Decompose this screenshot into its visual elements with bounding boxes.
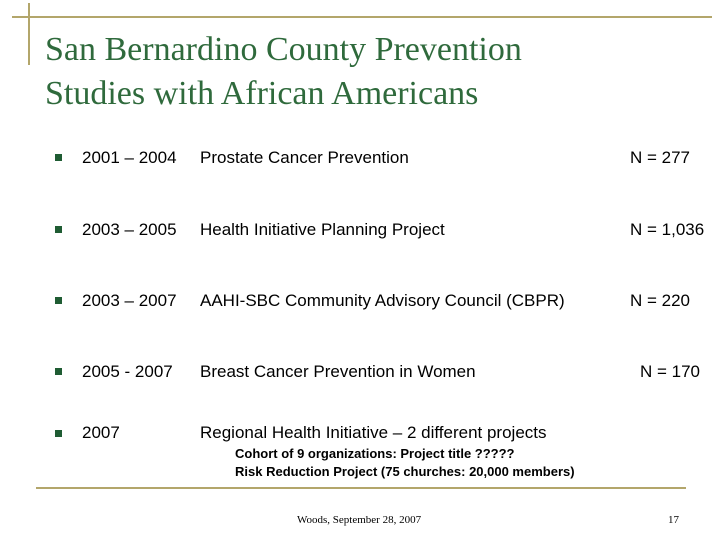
square-bullet-icon [55,430,62,437]
slide-title [45,28,705,116]
left-rule [28,3,30,65]
item-project: Prostate Cancer Prevention [200,148,409,167]
item-project: AAHI-SBC Community Advisory Council (CBPR) [200,291,565,310]
item-count: N = 1,036 [630,220,705,239]
title-line-1: San Bernardino County Prevention [45,31,522,68]
top-rule [12,16,712,18]
item-years: 2005 - 2007 [82,362,173,381]
item-project: Health Initiative Planning Project [200,220,445,239]
square-bullet-icon [55,297,62,304]
sub-item: Risk Reduction Project (75 churches: 20,000 members) [235,464,575,479]
title-line-2: Studies with African Americans [45,75,479,112]
item-years: 2001 – 2004 [82,148,177,167]
item-count: N = 170 [640,362,701,381]
sub-item: Cohort of 9 organizations: Project title ????? [235,446,515,461]
item-count: N = 220 [630,291,691,310]
item-project: Regional Health Initiative – 2 different projects [200,423,547,442]
item-years: 2007 [82,423,120,442]
bottom-rule [36,487,686,489]
item-years: 2003 – 2005 [82,220,177,239]
item-project: Breast Cancer Prevention in Women [200,362,476,381]
square-bullet-icon [55,154,62,161]
square-bullet-icon [55,368,62,375]
square-bullet-icon [55,226,62,233]
item-years: 2003 – 2007 [82,291,177,310]
page-number: 17 [668,514,679,526]
footer-text: Woods, September 28, 2007 [297,514,422,526]
item-count: N = 277 [630,148,691,167]
